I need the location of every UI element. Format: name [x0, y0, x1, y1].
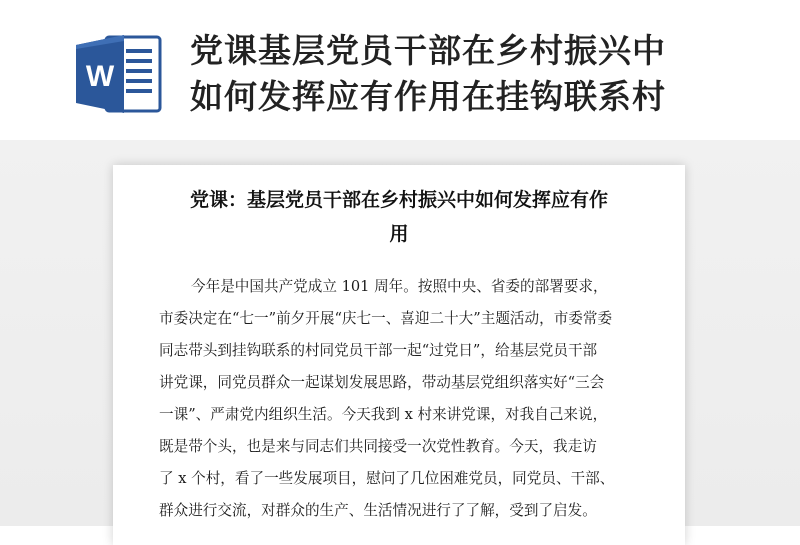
body-line: 今年是中国共产党成立 101 周年。按照中央、省委的部署要求，: [191, 278, 608, 295]
document-page: [113, 165, 685, 545]
body-line: 了 x 个村，看了一些发展项目，慰问了几位困难党员，同党员、干部、: [159, 470, 615, 487]
word-icon-letter: W: [85, 60, 115, 93]
page-title: [190, 28, 790, 120]
thumbnail-header: [0, 0, 800, 140]
body-line: 讲党课，同党员群众一起谋划发展思路，带动基层党组织落实好“三会: [159, 374, 605, 391]
page-title-line-1: 党课基层党员干部在乡村振兴中: [190, 31, 666, 70]
document-body: [159, 271, 659, 527]
document-title-line-2: 用: [389, 223, 409, 245]
document-title: [153, 183, 645, 251]
body-line: 一课”、严肃党内组织生活。今天我到 x 村来讲党课，对我自己来说，: [159, 406, 608, 423]
word-document-icon: [76, 33, 164, 115]
body-line: 既是带个头，也是来与同志们共同接受一次党性教育。今天，我走访: [159, 438, 597, 455]
document-title-line-1: 党课：基层党员干部在乡村振兴中如何发挥应有作: [189, 189, 608, 211]
body-line: 同志带头到挂钩联系的村同党员干部一起“过党日”，给基层党员干部: [159, 342, 598, 359]
body-line: 群众进行交流，对群众的生产、生活情况进行了了解，受到了启发。: [159, 502, 597, 519]
body-line: 市委决定在“七一”前夕开展“庆七一、喜迎二十大”主题活动，市委常委: [159, 310, 613, 327]
page-title-line-2: 如何发挥应有作用在挂钩联系村: [190, 77, 666, 116]
